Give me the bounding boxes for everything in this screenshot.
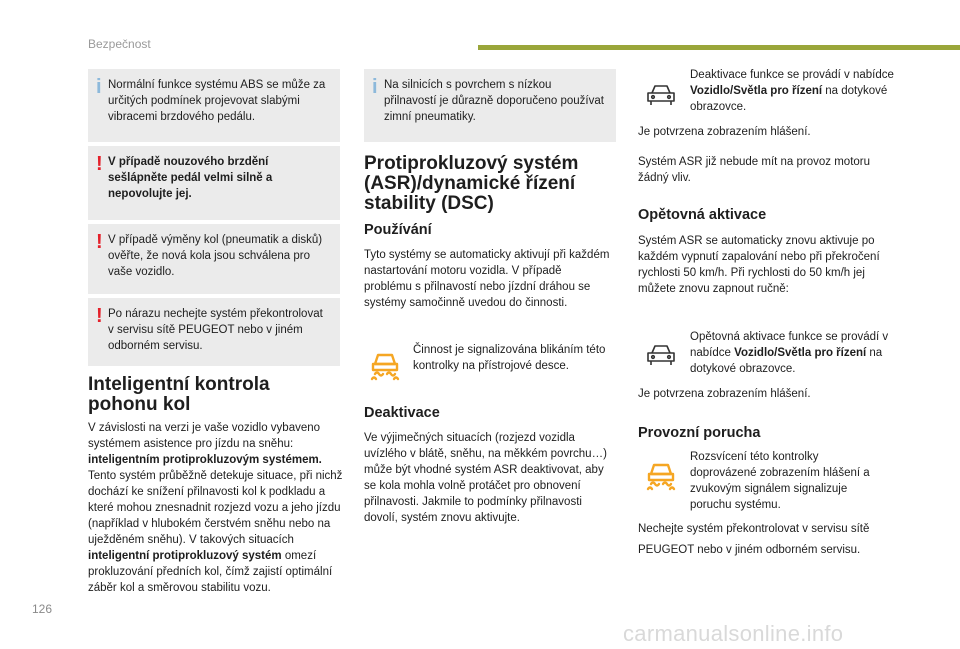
info-icon: i xyxy=(96,76,102,98)
warning-note-impact: ! Po nárazu nechejte systém překontrolovat v servisu sítě PEUGEOT nebo v jiném odborném servisu. xyxy=(88,298,340,366)
text-malfunction-service-1: Nechejte systém překontrolovat v servisu sítě xyxy=(638,523,870,535)
heading-deactivation: Deaktivace xyxy=(364,405,440,421)
paragraph-reactivation: Systém ASR se automaticky znovu aktivuje po každém vypnutí zapalování nebo při překročení rychlosti 50 km/h. Při rychlosti do 50 km/h jej můžete znovu zapnout ručně: xyxy=(638,235,880,295)
vehicle-menu-icon xyxy=(644,82,678,108)
warning-exclamation-icon: ! xyxy=(96,153,103,175)
text-asr-off: Systém ASR již nebude mít na provoz motoru žádný vliv. xyxy=(638,156,871,184)
section-label: Bezpečnost xyxy=(88,37,151,51)
vehicle-menu-icon xyxy=(644,342,678,368)
heading-intelligent-traction: Inteligentní kontrola pohonu kol xyxy=(88,374,270,415)
heading-reactivation: Opětovná aktivace xyxy=(638,207,767,223)
info-icon: i xyxy=(372,76,378,98)
header-accent-bar xyxy=(478,45,960,50)
traction-control-warning-icon xyxy=(368,348,402,382)
heading-use: Používání xyxy=(364,222,432,238)
traction-control-warning-icon xyxy=(644,458,678,492)
warning-exclamation-icon: ! xyxy=(96,231,103,253)
heading-asr-dsc: Protiprokluzový systém (ASR)/dynamické řízení stability (DSC) xyxy=(364,153,579,214)
text-confirm-2: Je potvrzena zobrazením hlášení. xyxy=(638,388,811,400)
paragraph-use: Tyto systémy se automaticky aktivují při každém nastartování motoru vozidla. V případě problému s přilnavostí nebo jízdní dráhou se systémy samočinně uvedou do činnosti. xyxy=(364,249,610,309)
paragraph-intelligent-traction: V závislosti na verzi je vaše vozidlo vybaveno systémem asistence pro jízdu na sněhu: inteligentním protiprokluzovým systémem. Tento systém průběžně detekuje situace, při nichž dochází ke snížení přilnavosti kol k podkladu a které mohou znesnadnit rozjezd vozu a jeho jízdu (například v hlubokém čerstvém sněhu nebo na uježděném sněhu). V takových situacích inteligentní protiprokluzový systém omezí prokluzování předních kol, čímž zajistí optimální záběr kol a směrovou stabilitu vozu. xyxy=(88,422,343,594)
text-use-icon: Činnost je signalizována blikáním této kontrolky na přístrojové desce. xyxy=(413,344,606,372)
info-note-winter-tyres: i Na silnicích s povrchem s nízkou přilnavostí je důrazně doporučeno používat zimní pneumatiky. xyxy=(364,69,616,142)
warning-note-tyres: ! V případě výměny kol (pneumatik a disků) ověřte, že nová kola jsou schválena pro vaše vozidlo. xyxy=(88,224,340,294)
text-reactivation-menu: Opětovná aktivace funkce se provádí v nabídce Vozidlo/Světla pro řízení na dotykové obrazovce. xyxy=(690,331,889,375)
text-confirm-1: Je potvrzena zobrazením hlášení. xyxy=(638,126,811,138)
heading-malfunction: Provozní porucha xyxy=(638,425,761,441)
text-malfunction-service-2: PEUGEOT nebo v jiném odborném servisu. xyxy=(638,544,861,556)
watermark: carmanualsonline.info xyxy=(623,621,844,646)
page-number: 126 xyxy=(32,602,53,616)
text-deactivation-menu: Deaktivace funkce se provádí v nabídce Vozidlo/Světla pro řízení na dotykové obrazovce. xyxy=(690,69,894,113)
text-malfunction-icon: Rozsvícení této kontrolky doprovázené zobrazením hlášení a zvukovým signálem signalizuje poruchu systému. xyxy=(690,451,870,511)
paragraph-deactivation: Ve výjimečných situacích (rozjezd vozidla uvízlého v blátě, sněhu, na měkkém povrchu…) může být vhodné systém ASR deaktivovat, aby se kola mohla volně protáčet pro obnovení přilnavosti. Jakmile to podmínky přilnavosti dovolí, systém znovu aktivujte. xyxy=(364,432,607,524)
info-note-abs: i Normální funkce systému ABS se může za určitých podmínek projevovat slabými vibracemi brzdového pedálu. xyxy=(88,69,340,142)
warning-note-emergency: ! V případě nouzového brzdění sešlápněte pedál velmi silně a nepovolujte jej. xyxy=(88,146,340,220)
warning-exclamation-icon: ! xyxy=(96,305,103,327)
